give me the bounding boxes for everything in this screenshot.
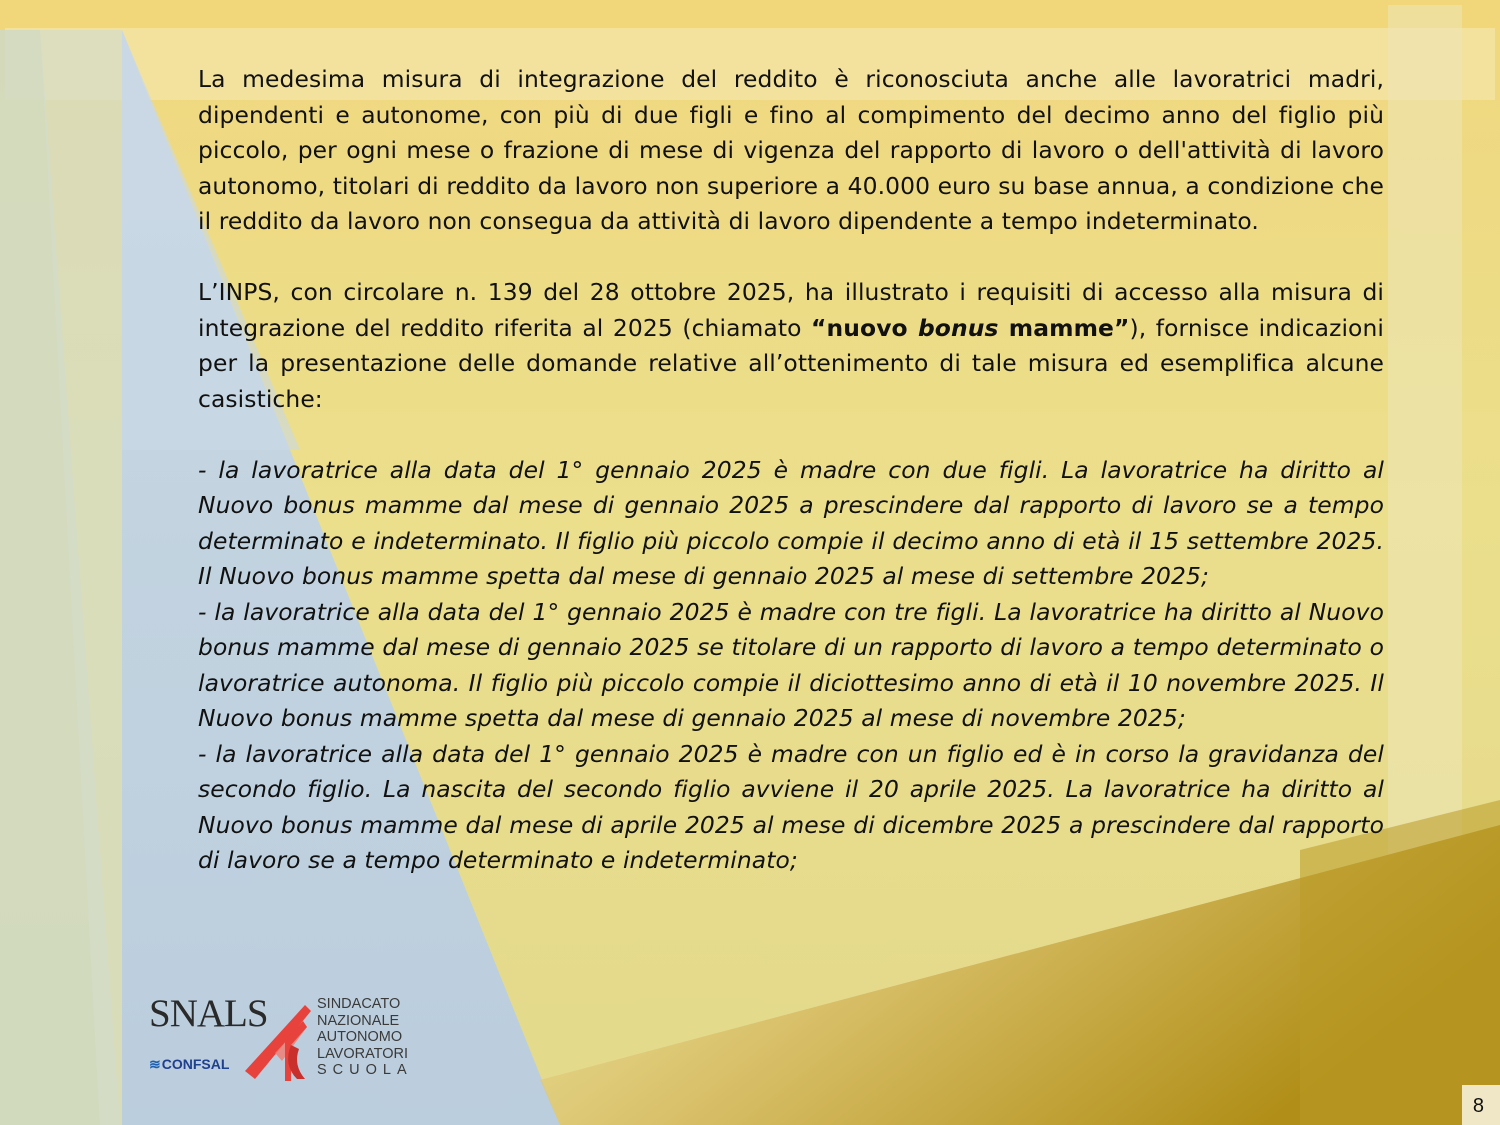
example-item: - la lavoratrice alla data del 1° gennaio 2025 è madre con due figli. La lavoratrice ha diritto al Nuovo bonus mamme dal mese di gennaio 2025 a prescindere dal rapporto di lavoro se a tempo determinato e indeterminato. Il figlio più piccolo compie il decimo anno di età il 15 settembre 2025. Il Nuovo bonus mamme spetta dal mese di gennaio 2025 al mese di settembre 2025; (198, 455, 1384, 590)
acronym-line: AUTONOMO (317, 1029, 403, 1046)
bonus-name-open: “nuovo (811, 313, 918, 342)
confsal-icon: ≋ (149, 1056, 161, 1072)
acronym-line: LAVORATORI (317, 1045, 409, 1062)
paragraph-gap (198, 240, 1384, 276)
paragraph-gap (198, 417, 1384, 453)
acronym-line: SINDACATO (317, 996, 401, 1012)
acronym-line: NAZIONALE (317, 1012, 400, 1029)
bonus-word-italic: bonus (917, 313, 999, 342)
example-item: - la lavoratrice alla data del 1° gennaio 2025 è madre con tre figli. La lavoratrice ha diritto al Nuovo bonus mamme dal mese di gennaio 2025 se titolare di un rapporto di lavoro a tempo determinato o lavoratrice autonoma. Il figlio più piccolo compie il diciottesimo anno di età il 10 novembre 2025. Il Nuovo bonus mamme spetta dal mese di gennaio 2025 al mese di novembre 2025; (198, 597, 1384, 732)
inps-text-start: L’INPS, con circolare n. 139 del 28 ottobre 2025, ha illustrato i requisiti di accesso alla misura di integrazione del reddito riferita al 2025 (chiamato (198, 278, 1384, 342)
intro-paragraph: La medesima misura di integrazione del reddito è riconosciuta anche alle lavoratrici madri, dipendenti e autonome, con più di due figli e fino al compimento del decimo anno del figlio più piccolo, per ogni mese o frazione di mese di vigenza del rapporto di lavoro o dell'attività di lavoro autonomo, titolari di reddito da lavoro non superiore a 40.000 euro su base annua, a condizione che il reddito da lavoro non consegua da attività di lavoro dipendente a tempo indeterminato. (198, 65, 1384, 235)
page-number: 8 (1472, 1095, 1484, 1117)
snals-logo (145, 993, 415, 1085)
acronym-line: SCUOLA (317, 1062, 413, 1079)
confsal-mark (149, 1056, 229, 1073)
inps-text-end: ), fornisce indicazioni per la presentazione delle domande relative all’ottenimento di tale misura ed esemplifica alcune casistiche: (198, 313, 1384, 413)
confsal-label: CONFSAL (161, 1056, 230, 1072)
bonus-name-close: mamme” (998, 313, 1130, 342)
inps-paragraph (198, 275, 1384, 417)
snals-acronym (317, 996, 413, 1079)
slide-body (198, 62, 1384, 879)
snals-wordmark: SNALS (149, 992, 268, 1035)
example-item: - la lavoratrice alla data del 1° gennaio 2025 è madre con un figlio ed è in corso la gravidanza del secondo figlio. La nascita del secondo figlio avviene il 20 aprile 2025. La lavoratrice ha diritto al Nuovo bonus mamme dal mese di aprile 2025 al mese di dicembre 2025 a prescindere dal rapporto di lavoro se a tempo determinato e indeterminato; (198, 739, 1384, 874)
bonus-name-bold (811, 314, 1129, 342)
